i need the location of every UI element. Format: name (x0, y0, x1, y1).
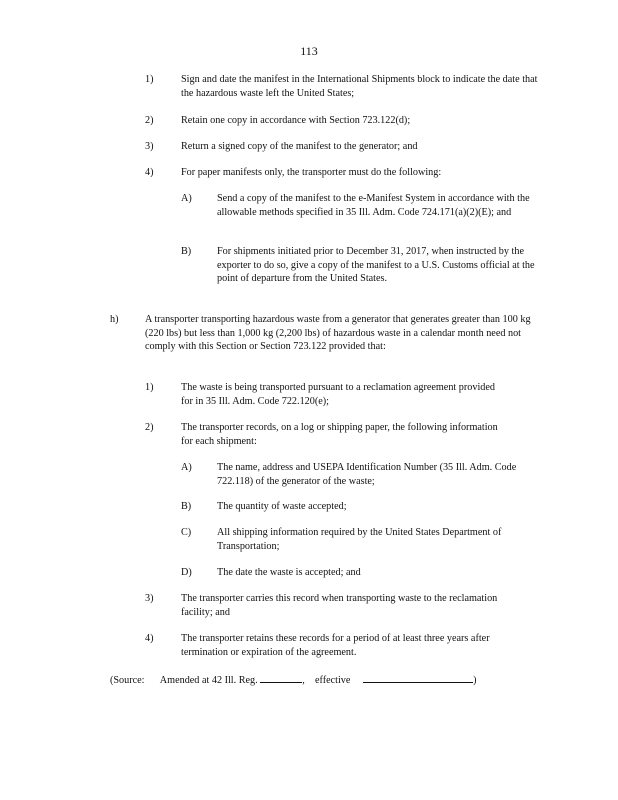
item-label: D) (181, 567, 192, 578)
item-text: The name, address and USEPA Identification Number (35 Ill. Adm. Code 722.118) of the generator of the waste; (217, 462, 517, 487)
item-text: A transporter transporting hazardous waste from a generator that generates greater than 100 kg (220 lbs) but less than 1,000 kg (2,200 lbs) of hazardous waste in a calendar month need not comply with this Section or Section 723.122 provided that: (145, 314, 531, 352)
item-text: Retain one copy in accordance with Section 723.122(d); (181, 115, 411, 126)
item-label: 4) (145, 633, 154, 644)
source-comma: , (302, 675, 305, 686)
item-text: For paper manifests only, the transporter must do the following: (181, 167, 442, 178)
item-text: The transporter carries this record when transporting waste to the reclamation facility; and (181, 593, 498, 618)
item-label: 1) (145, 382, 154, 393)
item-text: The transporter records, on a log or shipping paper, the following information for each shipment: (181, 422, 498, 447)
item-label: 1) (145, 74, 154, 85)
item-text: The date the waste is accepted; and (217, 567, 361, 578)
source-note (110, 672, 530, 688)
item-label: 4) (145, 167, 154, 178)
item-label: A) (181, 462, 192, 473)
source-close: ) (473, 675, 477, 686)
item-label: C) (181, 527, 192, 538)
item-text: All shipping information required by the United States Department of Transportation; (217, 527, 502, 552)
item-label: B) (181, 501, 192, 512)
register-page-blank (260, 672, 302, 683)
item-text: The waste is being transported pursuant to a reclamation agreement provided for in 35 Ill. Adm. Code 722.120(e); (181, 382, 496, 407)
item-label: 2) (145, 422, 154, 433)
item-label: B) (181, 246, 192, 257)
item-label: A) (181, 193, 192, 204)
item-label: 2) (145, 115, 154, 126)
item-text: Send a copy of the manifest to the e-Manifest System in accordance with the allowable methods specified in 35 Ill. Adm. Code 724.171(a)(2)(E); and (217, 193, 530, 218)
item-text: Sign and date the manifest in the International Shipments block to indicate the date that the hazardous waste left the United States; (181, 74, 538, 99)
item-label: h) (110, 314, 119, 325)
item-label: 3) (145, 141, 154, 152)
page-number: 113 (300, 44, 318, 58)
source-effective: effective (314, 675, 351, 686)
item-text: For shipments initiated prior to December 31, 2017, when instructed by the exporter to do so, give a copy of the manifest to a U.S. Customs official at the point of departure from the United States. (217, 246, 535, 284)
item-text: Return a signed copy of the manifest to the generator; and (181, 141, 418, 152)
effective-date-blank (363, 672, 473, 683)
source-open: (Source: (110, 675, 145, 686)
item-text: The quantity of waste accepted; (217, 501, 347, 512)
item-text: The transporter retains these records for a period of at least three years after termination or expiration of the agreement. (181, 633, 490, 658)
source-amended: Amended at 42 Ill. Reg. (159, 675, 258, 686)
item-label: 3) (145, 593, 154, 604)
